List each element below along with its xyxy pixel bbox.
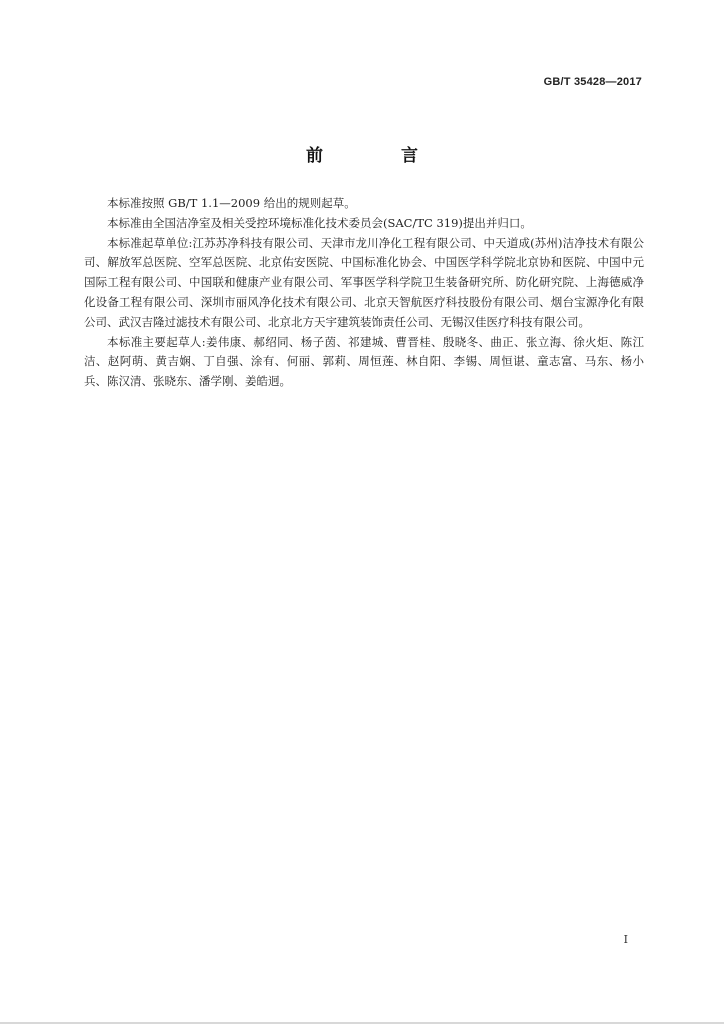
standard-code: GB/T 35428—2017 xyxy=(543,76,642,88)
foreword-body xyxy=(84,194,644,392)
paragraph-drafting-rules: 本标准按照 GB/T 1.1—2009 给出的规则起草。 xyxy=(107,196,356,210)
page-title: 前 言 xyxy=(306,146,454,166)
paragraph-drafters: 本标准主要起草人:姜伟康、郝绍同、杨子茵、祁建城、曹晋桂、殷晓冬、曲正、张立海、徐火炬、陈江洁、赵阿萌、黄吉娴、丁自强、涂有、何丽、郭莉、周恒莲、林自阳、李锡、周恒谌、童志富、马东、杨小兵、陈汉清、张晓东、潘学刚、姜皓迥。 xyxy=(84,334,644,389)
page-number: I xyxy=(623,933,628,946)
paragraph-proposer: 本标准由全国洁净室及相关受控环境标准化技术委员会(SAC/TC 319)提出并归口。 xyxy=(107,215,532,230)
paragraph-drafting-units: 本标准起草单位:江苏苏净科技有限公司、天津市龙川净化工程有限公司、中天道成(苏州)洁净技术有限公司、解放军总医院、空军总医院、北京佑安医院、中国标准化协会、中国医学科学院北京协和医院、中国中元国际工程有限公司、中国联和健康产业有限公司、军事医学科学院卫生装备研究所、防化研究院、上海德威净化设备工程有限公司、深圳市丽风净化技术有限公司、北京天智航医疗科技股份有限公司、烟台宝源净化有限公司、武汉吉隆过滤技术有限公司、北京北方天宇建筑装饰责任公司、无锡汉佳医疗科技有限公司。 xyxy=(84,235,644,329)
